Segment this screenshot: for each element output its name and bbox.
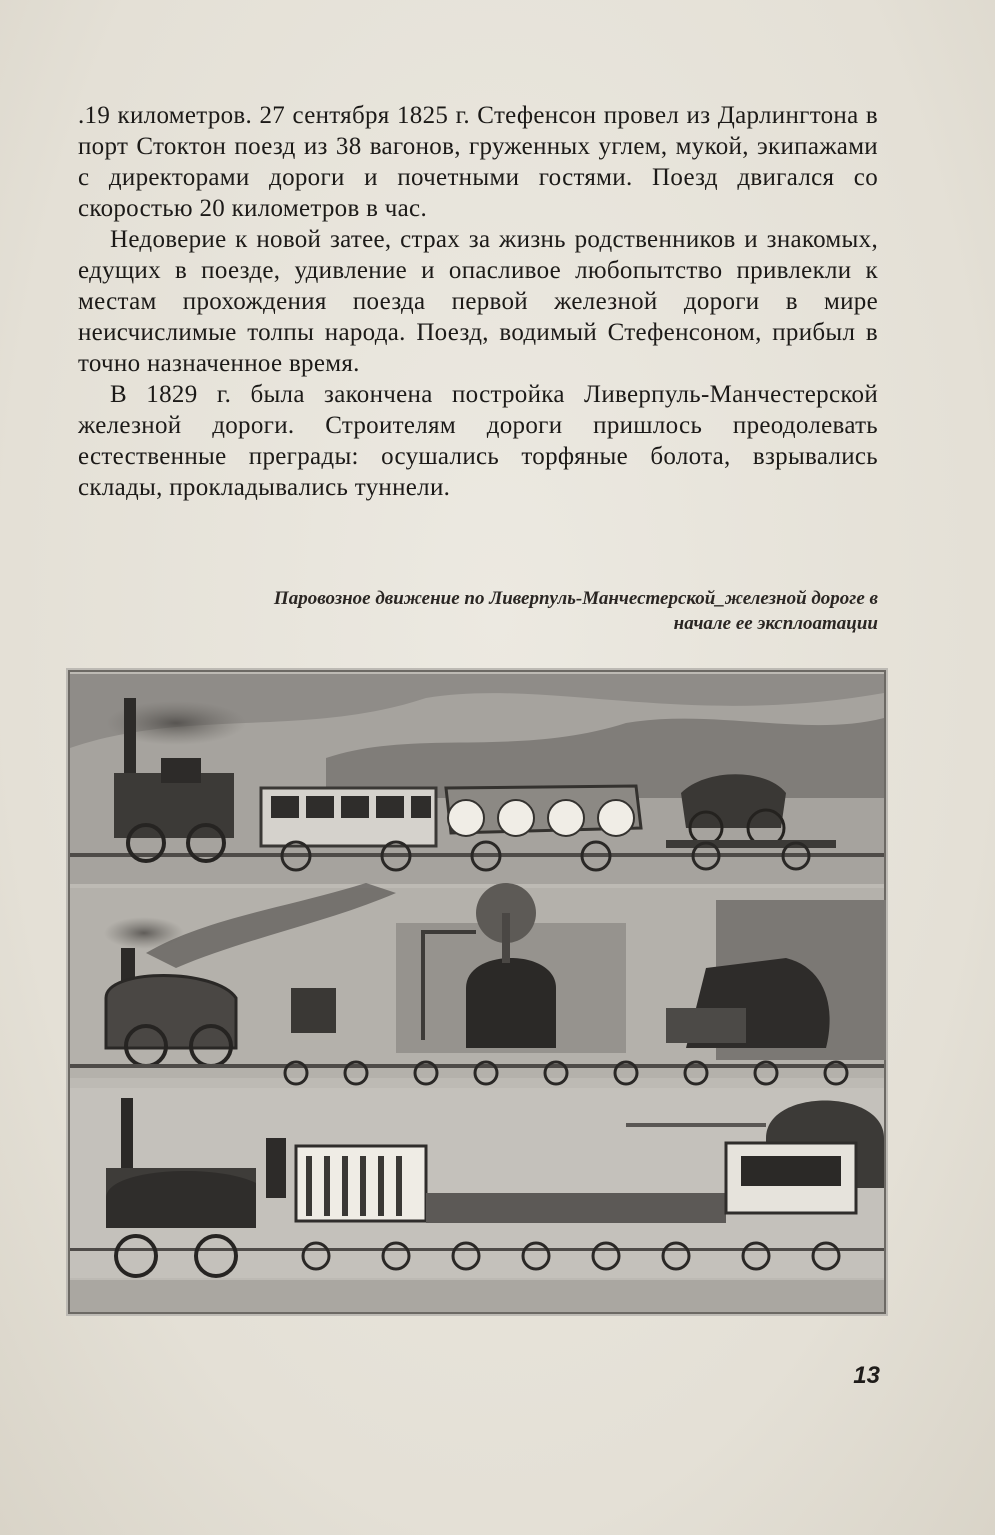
panel-top-passenger-train [70, 674, 884, 884]
panel-bottom-cattle-train [70, 1088, 884, 1278]
body-text [78, 100, 878, 503]
page-number: 13 [853, 1362, 880, 1389]
panel-middle-freight-train [70, 883, 886, 1084]
figure-caption: Паровозное движение по Ливерпуль-Манчестерской_железной дороге в начале ее эксплоатации [273, 588, 878, 634]
paragraph-2: Недоверие к новой затее, страх за жизнь родственников и знакомых, едущих в поезде, удивление и опасливое любопытство привлекли к местам прохождения поезда первой железной дороги в мире неисчислимые толпы народа. Поезд, водимый Стефенсоном, прибыл в точно назначенное время. [78, 226, 878, 377]
railway-engraving-illustration [66, 668, 888, 1316]
paragraph-1: .19 километров. 27 сентября 1825 г. Стефенсон провел из Дарлингтона в порт Стоктон поезд из 38 вагонов, груженных углем, мукой, экипажами с директорами дороги и почетными гостями. Поезд двигался со скоростью 20 километров в час. [78, 102, 878, 222]
paragraph-3: В 1829 г. была закончена постройка Ливерпуль-Манчестерской железной дороги. Строителям дороги пришлось преодолевать естественные преграды: осушались торфяные болота, взрывались склады, прокладывались туннели. [78, 381, 878, 501]
